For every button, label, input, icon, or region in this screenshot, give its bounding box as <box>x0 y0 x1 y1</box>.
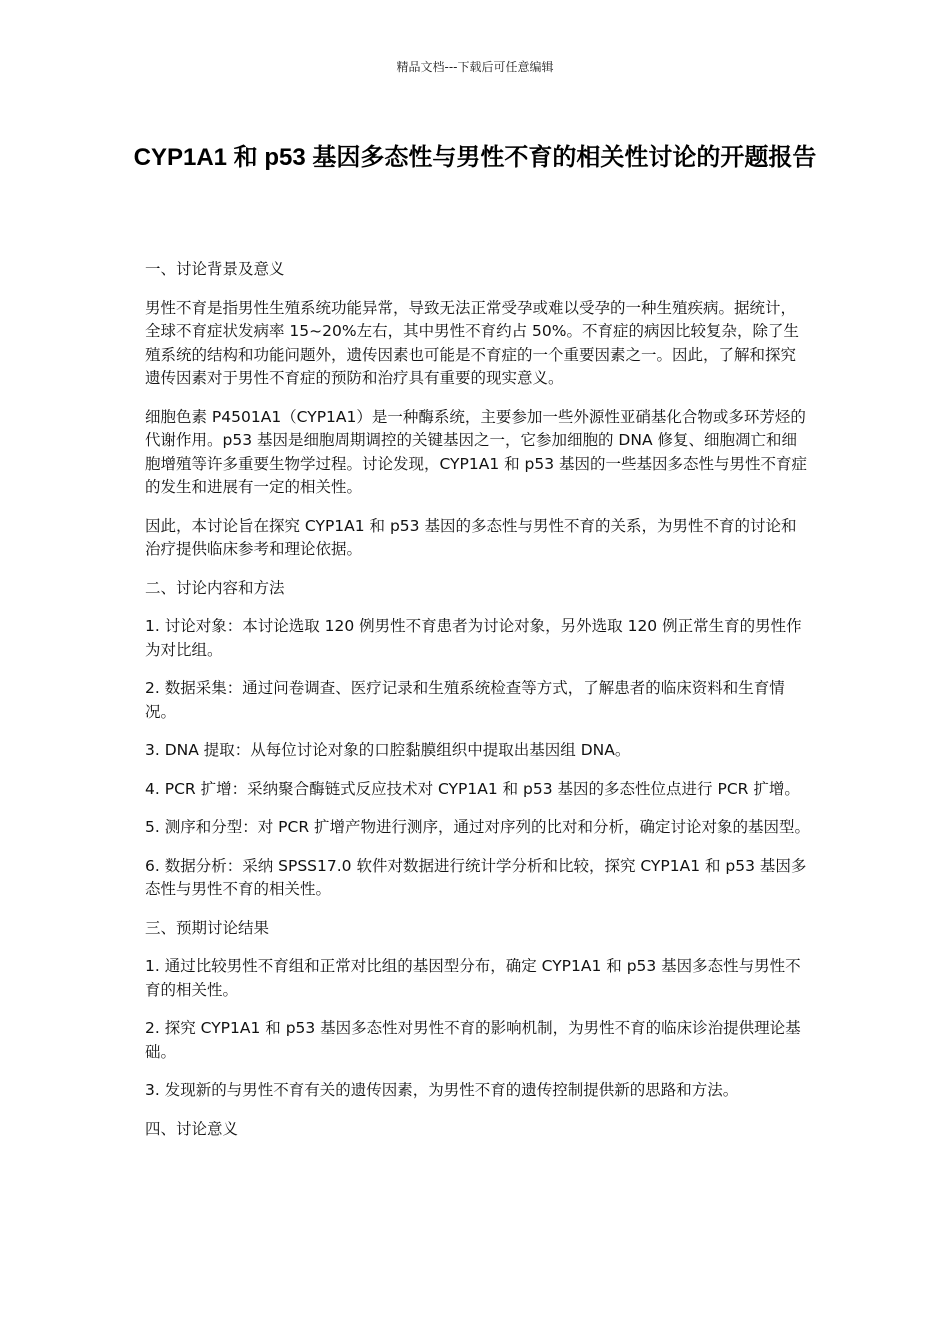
section-heading-methods: 二、讨论内容和方法 <box>145 578 285 597</box>
list-item-method-1: 1. 讨论对象：本讨论选取 120 例男性不育患者为讨论对象，另外选取 120 例正常生育的男性作为对比组。 <box>145 617 802 659</box>
list-item-method-6: 6. 数据分析：采纳 SPSS17.0 软件对数据进行统计学分析和比较，探究 CYP1A1 和 p53 基因多态性与男性不育的相关性。 <box>145 856 807 898</box>
section-heading-significance: 四、讨论意义 <box>145 1119 239 1138</box>
page-header: 精品文档---下载后可任意编辑 <box>396 60 554 74</box>
paragraph-background-1: 男性不育是指男性生殖系统功能异常，导致无法正常受孕或难以受孕的一种生殖疾病。据统计，全球不育症状发病率 15~20%左右，其中男性不育约占 50%。不育症的病因比较复杂，除了生殖系统的结构和功能问题外，遗传因素也可能是不育症的一个重要因素之一。因此，了解和探究遗传因素对于男性不育症的预防和治疗具有重要的现实意义。 <box>145 298 799 387</box>
list-item-result-2: 2. 探究 CYP1A1 和 p53 基因多态性对男性不育的影响机制，为男性不育的临床诊治提供理论基础。 <box>145 1019 801 1061</box>
paragraph-background-2: 细胞色素 P4501A1（CYP1A1）是一种酶系统，主要参加一些外源性亚硝基化合物或多环芳烃的代谢作用。p53 基因是细胞周期调控的关键基因之一，它参加细胞的 DNA 修复、细胞凋亡和细胞增殖等许多重要生物学过程。讨论发现，CYP1A1 和 p53 基因的一些基因多态性与男性不育症的发生和进展有一定的相关性。 <box>145 407 808 496</box>
list-item-method-4: 4. PCR 扩增：采纳聚合酶链式反应技术对 CYP1A1 和 p53 基因的多态性位点进行 PCR 扩增。 <box>145 779 800 798</box>
list-item-method-5: 5. 测序和分型：对 PCR 扩增产物进行测序，通过对序列的比对和分析，确定讨论对象的基因型。 <box>145 818 811 836</box>
paragraph-background-3: 因此，本讨论旨在探究 CYP1A1 和 p53 基因的多态性与男性不育的关系，为男性不育的讨论和治疗提供临床参考和理论依据。 <box>145 516 797 558</box>
list-item-result-1: 1. 通过比较男性不育组和正常对比组的基因型分布，确定 CYP1A1 和 p53 基因多态性与男性不育的相关性。 <box>145 957 801 999</box>
section-heading-results: 三、预期讨论结果 <box>145 918 270 937</box>
document-body <box>145 258 810 1156</box>
list-item-method-2: 2. 数据采集：通过问卷调查、医疗记录和生殖系统检查等方式，了解患者的临床资料和生育情况。 <box>145 679 785 721</box>
list-item-result-3: 3. 发现新的与男性不育有关的遗传因素，为男性不育的遗传控制提供新的思路和方法。 <box>145 1081 739 1099</box>
section-heading-background: 一、讨论背景及意义 <box>145 260 285 278</box>
list-item-method-3: 3. DNA 提取：从每位讨论对象的口腔黏膜组织中提取出基因组 DNA。 <box>145 741 631 759</box>
document-title: CYP1A1 和 p53 基因多态性与男性不育的相关性讨论的开题报告 <box>133 144 817 171</box>
